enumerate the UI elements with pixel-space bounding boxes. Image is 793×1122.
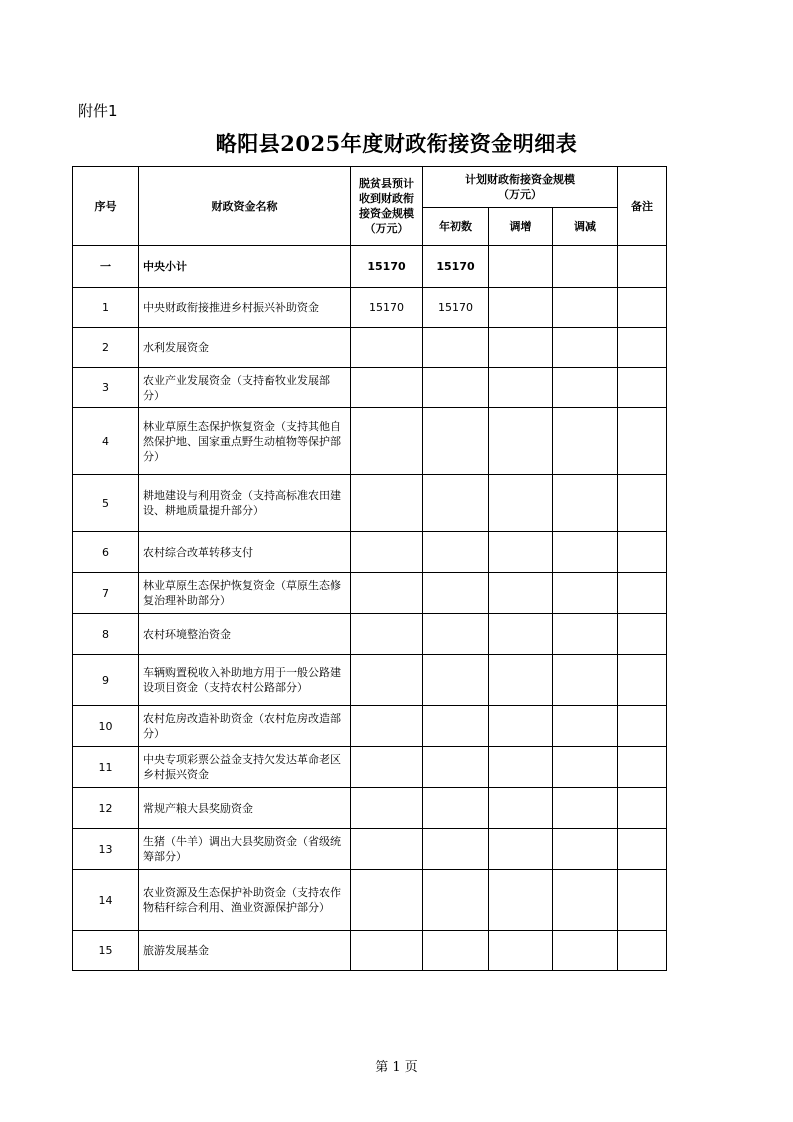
row-name: 农业资源及生态保护补助资金（支持农作物秸秆综合利用、渔业资源保护部分） [139, 870, 351, 931]
row-expected [351, 475, 423, 532]
table-row [73, 573, 667, 614]
row-name: 旅游发展基金 [139, 931, 351, 971]
row-initial [423, 408, 489, 475]
row-seq: 6 [73, 532, 139, 573]
subtotal-initial: 15170 [423, 246, 489, 288]
row-initial [423, 614, 489, 655]
header-plan-line1: 计划财政衔接资金规模 [465, 173, 575, 186]
header-remarks: 备注 [618, 167, 667, 246]
table-row [73, 532, 667, 573]
row-remarks [618, 408, 667, 475]
row-initial [423, 573, 489, 614]
header-expected-line3: 接资金规模 [359, 207, 414, 220]
header-row-1 [73, 167, 667, 208]
row-increase [489, 573, 553, 614]
subtotal-expected: 15170 [351, 246, 423, 288]
row-remarks [618, 288, 667, 328]
row-remarks [618, 788, 667, 829]
header-plan [423, 167, 618, 208]
row-name: 常规产粮大县奖励资金 [139, 788, 351, 829]
row-name: 车辆购置税收入补助地方用于一般公路建设项目资金（支持农村公路部分） [139, 655, 351, 706]
row-expected [351, 655, 423, 706]
row-remarks [618, 573, 667, 614]
row-expected [351, 870, 423, 931]
row-seq: 14 [73, 870, 139, 931]
subtotal-row [73, 246, 667, 288]
row-decrease [553, 573, 618, 614]
row-initial: 15170 [423, 288, 489, 328]
row-name: 中央专项彩票公益金支持欠发达革命老区乡村振兴资金 [139, 747, 351, 788]
row-remarks [618, 706, 667, 747]
row-seq: 5 [73, 475, 139, 532]
row-decrease [553, 408, 618, 475]
row-remarks [618, 747, 667, 788]
row-increase [489, 408, 553, 475]
row-decrease [553, 288, 618, 328]
table-row [73, 368, 667, 408]
row-decrease [553, 532, 618, 573]
row-increase [489, 532, 553, 573]
row-decrease [553, 475, 618, 532]
row-initial [423, 747, 489, 788]
page-number: 第 1 页 [375, 1060, 418, 1075]
row-decrease [553, 655, 618, 706]
row-expected [351, 614, 423, 655]
row-name: 生猪（牛羊）调出大县奖励资金（省级统筹部分） [139, 829, 351, 870]
table-row [73, 788, 667, 829]
row-seq: 7 [73, 573, 139, 614]
header-plan-line2: （万元） [498, 188, 542, 201]
row-increase [489, 788, 553, 829]
row-expected [351, 747, 423, 788]
row-name: 林业草原生态保护恢复资金（支持其他自然保护地、国家重点野生动植物等保护部分） [139, 408, 351, 475]
row-seq: 15 [73, 931, 139, 971]
funds-table [72, 166, 667, 971]
row-initial [423, 829, 489, 870]
row-expected [351, 829, 423, 870]
row-increase [489, 829, 553, 870]
row-initial [423, 368, 489, 408]
row-expected [351, 408, 423, 475]
header-expected-line1: 脱贫县预计 [359, 177, 414, 190]
row-decrease [553, 931, 618, 971]
table-row [73, 829, 667, 870]
page-title: 略阳县2025年度财政衔接资金明细表 [215, 131, 578, 156]
table-row [73, 408, 667, 475]
header-name: 财政资金名称 [139, 167, 351, 246]
row-name: 农村环境整治资金 [139, 614, 351, 655]
row-expected [351, 368, 423, 408]
row-initial [423, 328, 489, 368]
header-initial: 年初数 [423, 208, 489, 246]
row-decrease [553, 870, 618, 931]
row-initial [423, 931, 489, 971]
row-increase [489, 368, 553, 408]
row-name: 中央财政衔接推进乡村振兴补助资金 [139, 288, 351, 328]
row-name: 农业产业发展资金（支持畜牧业发展部分） [139, 368, 351, 408]
row-seq: 12 [73, 788, 139, 829]
header-expected-line2: 收到财政衔 [359, 192, 414, 205]
row-decrease [553, 829, 618, 870]
subtotal-name: 中央小计 [139, 246, 351, 288]
table-row [73, 328, 667, 368]
table-row [73, 870, 667, 931]
row-decrease [553, 747, 618, 788]
row-name: 农村综合改革转移支付 [139, 532, 351, 573]
header-seq: 序号 [73, 167, 139, 246]
table-row [73, 288, 667, 328]
row-decrease [553, 368, 618, 408]
table-row [73, 931, 667, 971]
row-decrease [553, 788, 618, 829]
row-initial [423, 706, 489, 747]
row-decrease [553, 614, 618, 655]
row-expected [351, 573, 423, 614]
attachment-label: 附件1 [78, 102, 118, 120]
row-seq: 1 [73, 288, 139, 328]
table-row [73, 747, 667, 788]
subtotal-seq: 一 [73, 246, 139, 288]
row-increase [489, 931, 553, 971]
row-expected [351, 706, 423, 747]
row-remarks [618, 328, 667, 368]
subtotal-remarks [618, 246, 667, 288]
row-initial [423, 870, 489, 931]
row-remarks [618, 368, 667, 408]
row-name: 耕地建设与利用资金（支持高标准农田建设、耕地质量提升部分） [139, 475, 351, 532]
row-seq: 10 [73, 706, 139, 747]
row-increase [489, 870, 553, 931]
row-remarks [618, 655, 667, 706]
header-increase: 调增 [489, 208, 553, 246]
header-expected-line4: （万元） [364, 222, 409, 235]
row-name: 农村危房改造补助资金（农村危房改造部分） [139, 706, 351, 747]
row-remarks [618, 870, 667, 931]
row-seq: 8 [73, 614, 139, 655]
row-initial [423, 475, 489, 532]
row-expected [351, 788, 423, 829]
row-name: 水利发展资金 [139, 328, 351, 368]
row-increase [489, 328, 553, 368]
row-increase [489, 747, 553, 788]
row-initial [423, 655, 489, 706]
row-initial [423, 788, 489, 829]
row-increase [489, 706, 553, 747]
row-remarks [618, 829, 667, 870]
subtotal-increase [489, 246, 553, 288]
header-expected [351, 167, 423, 246]
subtotal-decrease [553, 246, 618, 288]
row-seq: 9 [73, 655, 139, 706]
table-row [73, 475, 667, 532]
row-increase [489, 475, 553, 532]
row-remarks [618, 532, 667, 573]
row-name: 林业草原生态保护恢复资金（草原生态修复治理补助部分） [139, 573, 351, 614]
row-seq: 13 [73, 829, 139, 870]
row-seq: 3 [73, 368, 139, 408]
row-increase [489, 614, 553, 655]
row-decrease [553, 328, 618, 368]
row-expected [351, 532, 423, 573]
row-seq: 4 [73, 408, 139, 475]
row-remarks [618, 614, 667, 655]
row-seq: 11 [73, 747, 139, 788]
table-row [73, 655, 667, 706]
table-row [73, 706, 667, 747]
row-decrease [553, 706, 618, 747]
header-decrease: 调减 [553, 208, 618, 246]
row-expected [351, 931, 423, 971]
row-expected [351, 328, 423, 368]
table-row [73, 614, 667, 655]
row-initial [423, 532, 489, 573]
row-increase [489, 655, 553, 706]
row-increase [489, 288, 553, 328]
row-remarks [618, 931, 667, 971]
row-expected: 15170 [351, 288, 423, 328]
row-seq: 2 [73, 328, 139, 368]
row-remarks [618, 475, 667, 532]
